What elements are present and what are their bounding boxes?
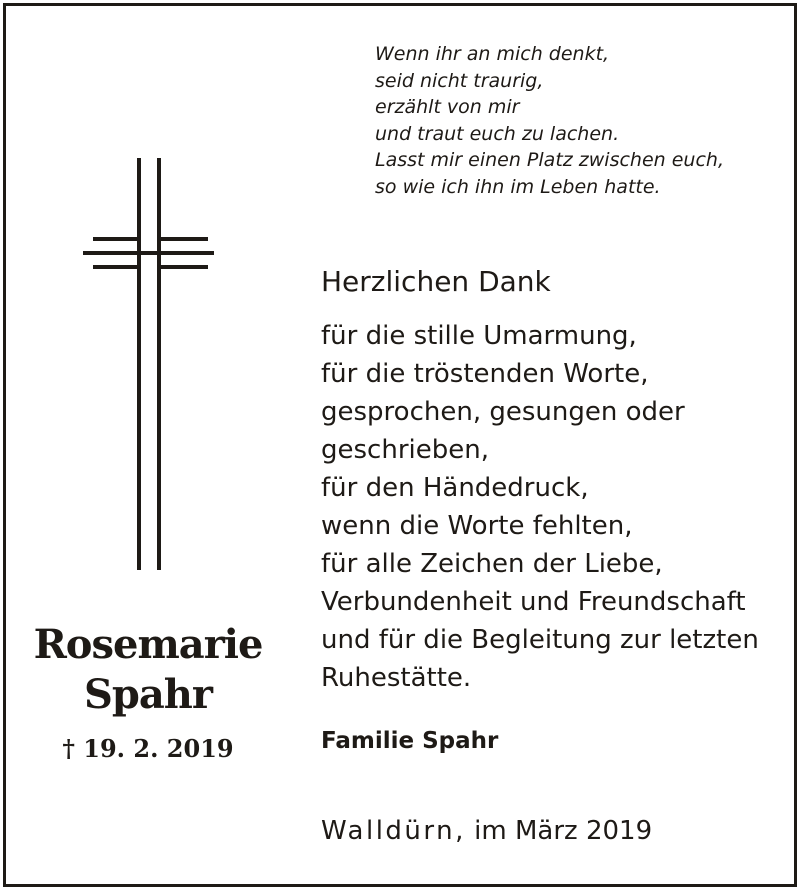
thanks-line: Verbundenheit und Freundschaft (321, 587, 746, 617)
thanks-line: für die tröstenden Worte, (321, 359, 649, 389)
deceased-first-name: Rosemarie (33, 621, 263, 668)
poem-line: und traut euch zu lachen. (375, 122, 620, 145)
thanks-heading: Herzlichen Dank (321, 265, 551, 298)
thanks-line: wenn die Worte fehlten, (321, 511, 633, 541)
family-signature: Familie Spahr (321, 728, 499, 754)
poem-line: so wie ich ihn im Leben hatte. (375, 175, 661, 198)
deceased-block (20, 620, 276, 764)
poem-line: erzählt von mir (375, 96, 520, 118)
poem-line: Wenn ihr an mich denkt, (375, 43, 610, 65)
thanks-line: gesprochen, gesungen oder (321, 397, 685, 427)
deceased-last-name: Spahr (84, 671, 212, 718)
poem-line: seid nicht traurig, (375, 69, 544, 92)
month-year: im März 2019 (474, 816, 653, 846)
place-date-line (321, 813, 652, 849)
thanks-line: für die stille Umarmung, (321, 321, 637, 351)
place-name: Walldürn, (321, 816, 466, 846)
death-date: † 19. 2. 2019 (62, 734, 234, 763)
thanks-text (321, 317, 791, 697)
thanks-line: für den Händedruck, (321, 473, 589, 503)
thanks-line: für alle Zeichen der Liebe, (321, 549, 663, 579)
poem-line: Lasst mir einen Platz zwischen euch, (375, 149, 724, 171)
thanks-line: und für die Begleitung zur letzten (321, 625, 759, 655)
thanks-line: Ruhestätte. (321, 663, 472, 693)
thanks-line: geschrieben, (321, 435, 489, 465)
